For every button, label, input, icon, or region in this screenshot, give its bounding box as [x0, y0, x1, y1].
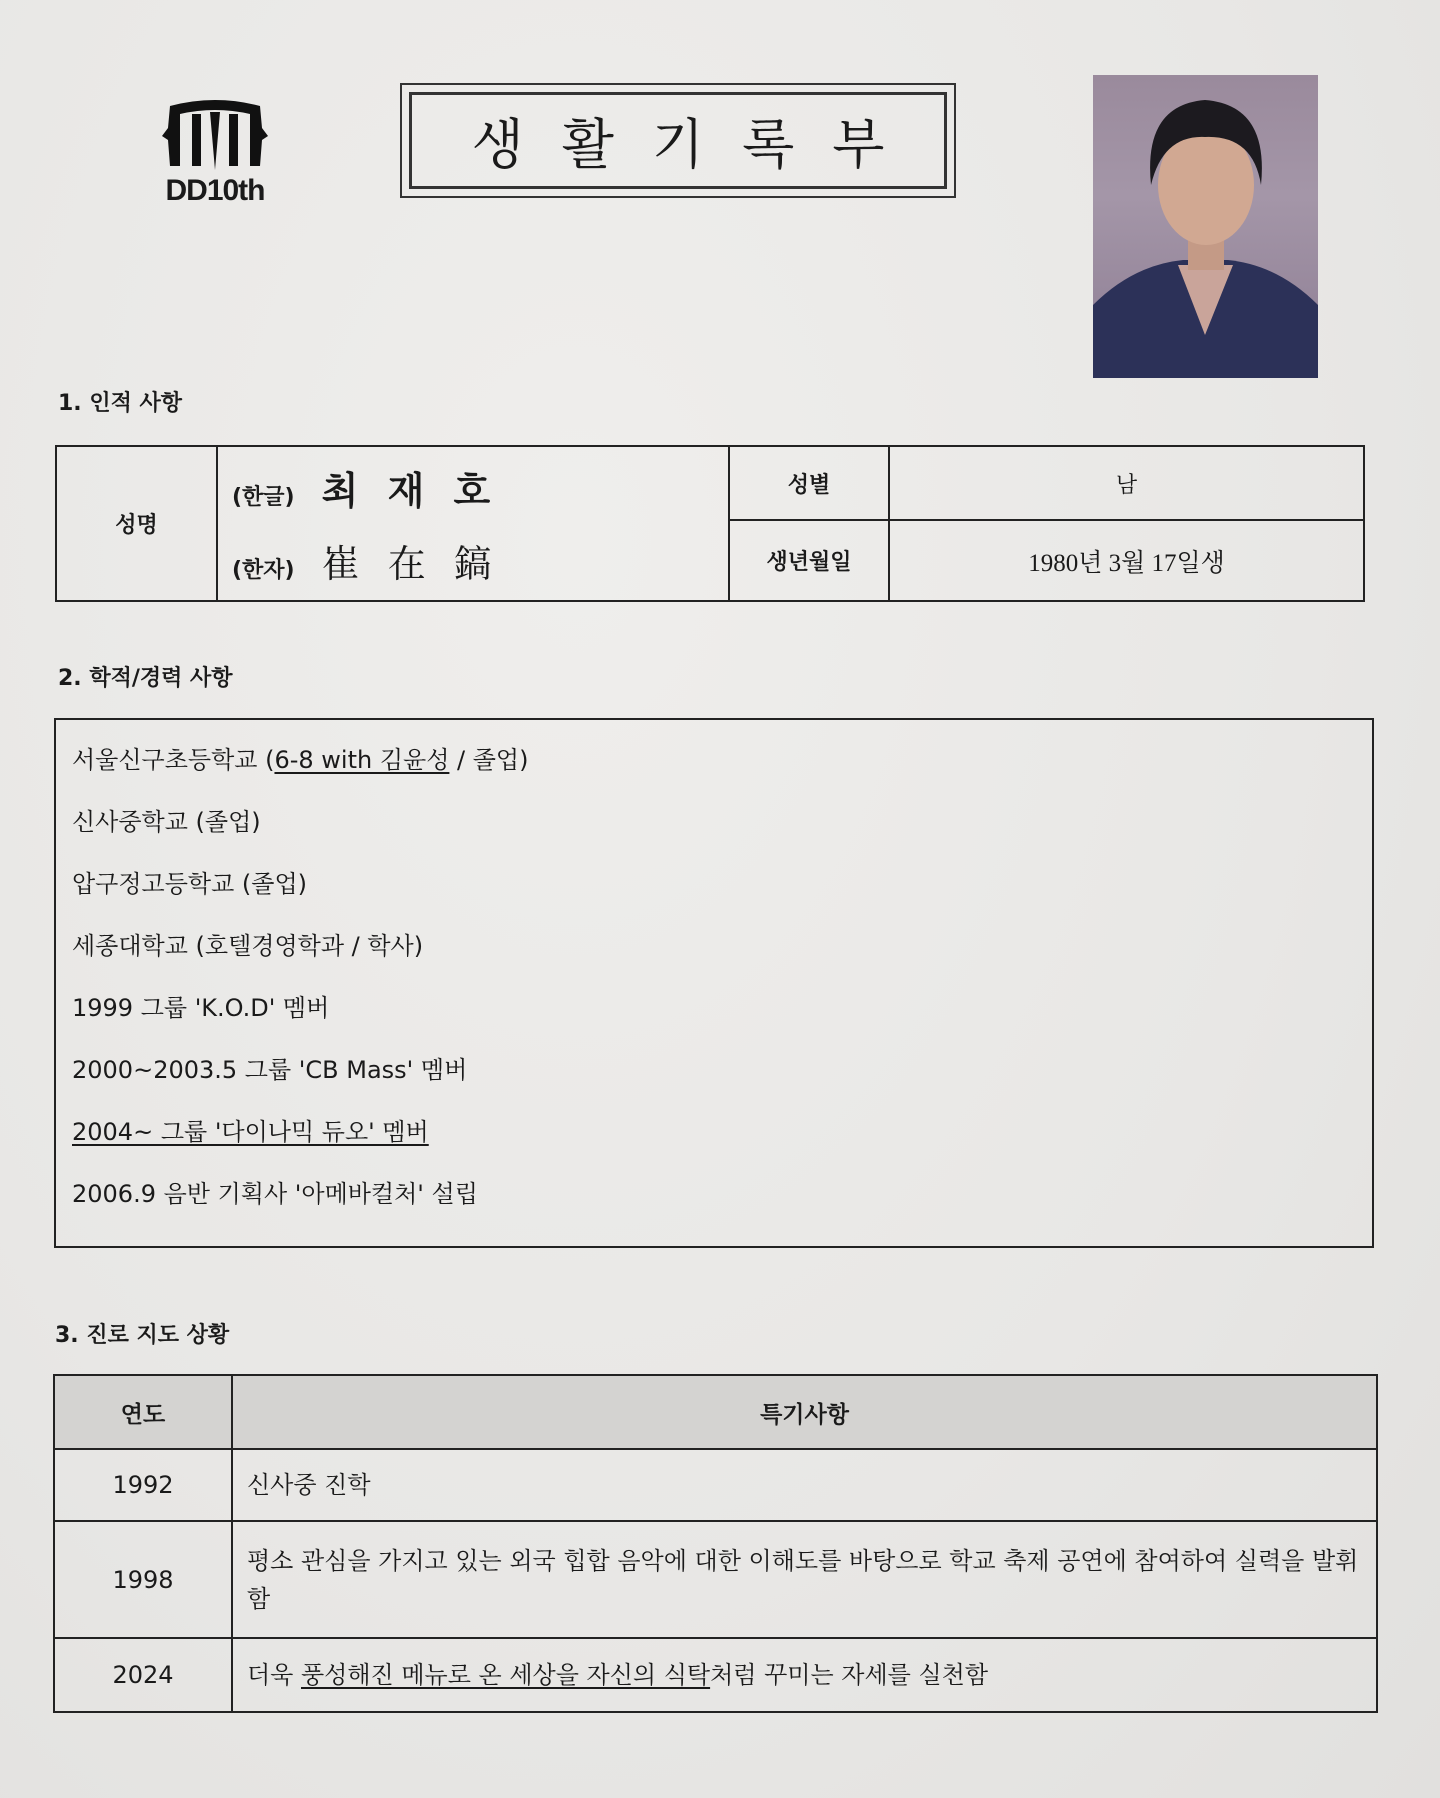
- personal-info-table: [55, 445, 1365, 602]
- document-title: 생활기록부: [471, 113, 923, 176]
- year-header: 연도: [54, 1375, 232, 1449]
- career-item: [72, 802, 261, 837]
- section-personal-heading: 1. 인적 사항: [58, 391, 182, 416]
- career-item: [72, 1112, 429, 1147]
- text: 신사중 진학: [247, 1471, 371, 1499]
- guidance-table: [53, 1374, 1378, 1713]
- text: 압구정고등학교 (졸업): [72, 870, 308, 898]
- text: 더욱: [247, 1661, 301, 1689]
- text: / 졸업): [449, 746, 529, 774]
- gender-label: 성별: [729, 446, 889, 520]
- text: 2000~2003.5 그룹 'CB Mass' 멤버: [72, 1056, 468, 1084]
- section-career-heading: 2. 학적/경력 사항: [58, 666, 233, 691]
- hanja-label: (한자): [232, 557, 295, 583]
- text: 2006.9 음반 기획사 '아메바컬처' 설립: [72, 1180, 478, 1208]
- hangul-name: 최 재 호: [321, 468, 499, 513]
- notes-header: 특기사항: [232, 1375, 1377, 1449]
- table-row: [54, 1638, 1377, 1712]
- birth-label: 생년월일: [729, 520, 889, 601]
- notes-cell: [232, 1521, 1377, 1638]
- gender-value: 남: [889, 446, 1364, 520]
- career-item: [72, 1050, 467, 1085]
- career-item: [72, 988, 329, 1023]
- title-box: [400, 83, 956, 198]
- career-item: [72, 926, 423, 961]
- id-photo: [1093, 75, 1318, 378]
- dd10th-logo: [150, 98, 280, 208]
- underlined-text: 6-8 with 김윤성: [274, 746, 450, 774]
- table-row: [54, 1521, 1377, 1638]
- underlined-text: 2004~ 그룹 '다이나믹 듀오' 멤버: [72, 1118, 429, 1146]
- logo-emblem-icon: [150, 98, 280, 174]
- hangul-label: (한글): [232, 484, 295, 510]
- year-cell: 2024: [54, 1638, 232, 1712]
- career-item: [72, 1174, 478, 1209]
- table-row: [54, 1449, 1377, 1521]
- career-item: [72, 864, 307, 899]
- name-label: 성명: [56, 446, 217, 601]
- notes-cell: [232, 1449, 1377, 1521]
- hanja-name: 崔 在 鎬: [321, 541, 500, 586]
- text: 세종대학교 (호텔경영학과 / 학사): [72, 932, 424, 960]
- text: 처럼 꾸미는 자세를 실천함: [710, 1661, 989, 1689]
- text: 1999 그룹 'K.O.D' 멤버: [72, 994, 330, 1022]
- name-cell: [217, 446, 729, 601]
- text: 서울신구초등학교 (: [72, 746, 275, 774]
- logo-text: DD10th: [165, 174, 265, 207]
- birth-value: 1980년 3월 17일생: [889, 520, 1364, 601]
- section-guidance-heading: 3. 진로 지도 상황: [55, 1323, 230, 1348]
- year-cell: 1992: [54, 1449, 232, 1521]
- year-cell: 1998: [54, 1521, 232, 1638]
- career-item: [72, 740, 528, 775]
- notes-cell: [232, 1638, 1377, 1712]
- text: 평소 관심을 가지고 있는 외국 힙합 음악에 대한 이해도를 바탕으로 학교 축제 공연에 참여하여 실력을 발휘함: [247, 1546, 1359, 1613]
- career-box: [54, 718, 1374, 1248]
- underlined-text: 풍성해진 메뉴로 온 세상을 자신의 식탁: [301, 1661, 711, 1689]
- text: 신사중학교 (졸업): [72, 808, 261, 836]
